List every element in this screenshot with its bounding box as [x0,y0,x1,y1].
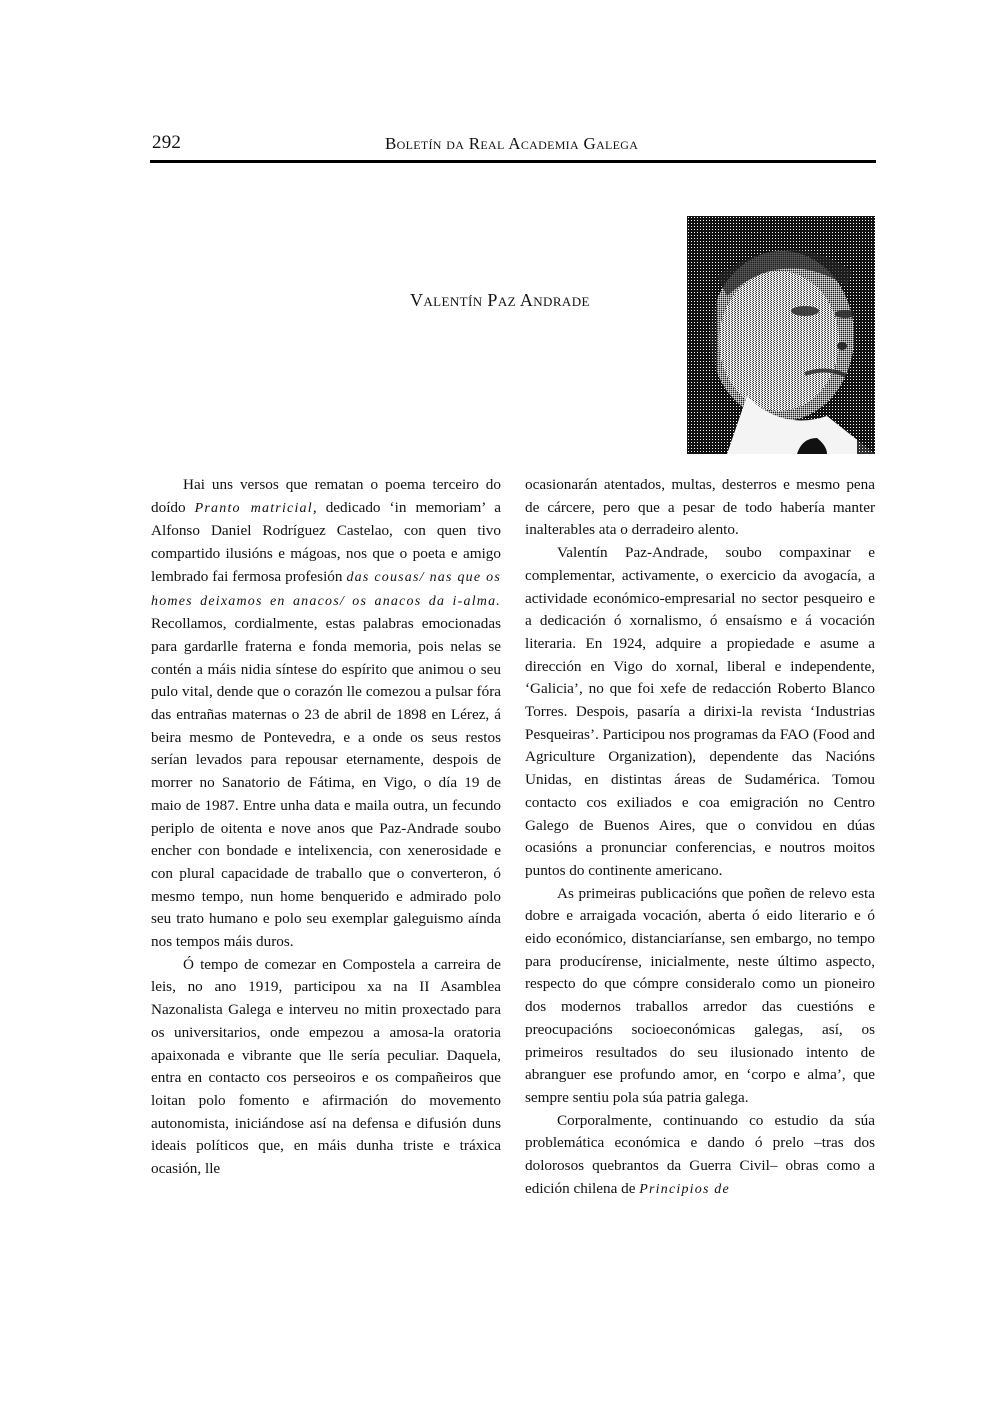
italic-quote: das cousas/ nas que os homes deixamos en anacos/ os anacos da i-alma. [151,569,501,609]
right-column [525,474,875,1202]
paragraph: Valentín Paz-Andrade, soubo compaxinar e complementar, activamente, o exercicio da avogacía, a actividade económico-empresarial no sector pesqueiro e a dedicación ó xornalismo, ó ensaísmo e á vocación literaria. En 1924, adquire a propiedade e asume a dirección en Vigo do xornal, liberal e independente, ‘Galicia’, no que foi xefe de redacción Roberto Blanco Torres. Despois, pasaría a dirixi-la revista ‘Industrias Pesqueiras’. Participou nos programas da FAO (Food and Agriculture Organization), dependente das Nacións Unidas, en distintas áreas de Sudamérica. Tomou contacto cos exiliados e coa emigración no Centro Galego de Buenos Aires, que o convidou en dúas ocasións a pronunciar conferencias, e noutros moitos puntos do continente americano. [525,544,875,879]
text-run: , dedicado ‘in memoriam’ a Alfonso Daniel Rodríguez Castelao, con quen tivo compartido ilusións e mágoas, nos que o poeta e amigo lembrado fai fermosa profesión [151,498,502,585]
text-run: Hai uns versos que rematan o poema terceiro do doído [151,476,501,516]
text-run: Corporalmente, continuando co estudio da súa problemática económica e dando ó prelo –tras dos dolorosos quebrantos da Guerra Civil– obras como a edición chilena de [525,1111,875,1197]
left-column [151,474,501,1181]
paragraph: As primeiras publicacións que poñen de relevo esta dobre e arraigada vocación, aberta ó eido literario e ó eido económico, distanciaríanse, sen embargo, no tempo para producírense, inicialmente, neste último aspecto, respecto do que cómpre consideralo como un pioneiro dos modernos traballos arredor das cuestións e preocupacións socioeconómicas galegas, así, os primeiros resultados do seu ilusionado intento de abranguer ese profundo amor, en ‘corpo e alma’, que sempre sentiu pola súa patria galega. [525,884,875,1106]
paragraph: ocasionarán atentados, multas, desterros e mesmo pena de cárcere, pero que a pesar de todo habería manter inalterables ata o derradeiro alento. [525,476,875,539]
portrait-photo-icon [687,216,875,454]
paragraph [525,1110,875,1202]
italic-title: Principios de [639,1181,730,1197]
text-run: Recollamos, cordialmente, estas palabras emocionadas para gardarlle fraterna e fonda memoria, pois nelas se contén a máis nidia síntese do espírito que animou o seu pulo vital, dende que o corazón lle comezou a pulsar fóra das entrañas maternas o 23 de abril de 1898 en Lérez, á beira mesmo de Pontevedra, e a onde os seus restos serían levados para repousar eternamente, despois de morrer no Sanatorio de Fátima, en Vigo, o día 19 de maio de 1987. Entre unha data e maila outra, un fecundo periplo de oitenta e nove anos que Paz-Andrade soubo encher con bondade e intelixencia, con xenerosidade e con plural capacidade de traballo que o converteron, ó mesmo tempo, nun home benquerido e admirado polo seu trato humano e polo seu exemplar galeguismo aínda nos tempos máis duros. [151,615,501,951]
paragraph [151,474,501,954]
header-rule [150,160,876,163]
italic-title: Pranto matricial [194,500,313,516]
paragraph: Ó tempo de comezar en Compostela a carreira de leis, no ano 1919, participou xa na II Asamblea Nazonalista Galega e interveu no mitin proxectado para os universitarios, onde empezou a amosa-la oratoria apaixonada e vibrante que lle sería peculiar. Daquela, entra en contacto cos perseoiros e os compañeiros que loitan polo fomento e afirmación do movemento autonomista, iniciándose así na defensa e difusión duns ideais políticos que, en máis dunha triste e tráxica ocasión, lle [151,955,501,1178]
running-head [150,132,876,158]
article-title: Valentín Paz Andrade [410,290,590,310]
journal-title: Boletín da Real Academia Galega [385,134,639,153]
page-number: 292 [152,132,182,153]
